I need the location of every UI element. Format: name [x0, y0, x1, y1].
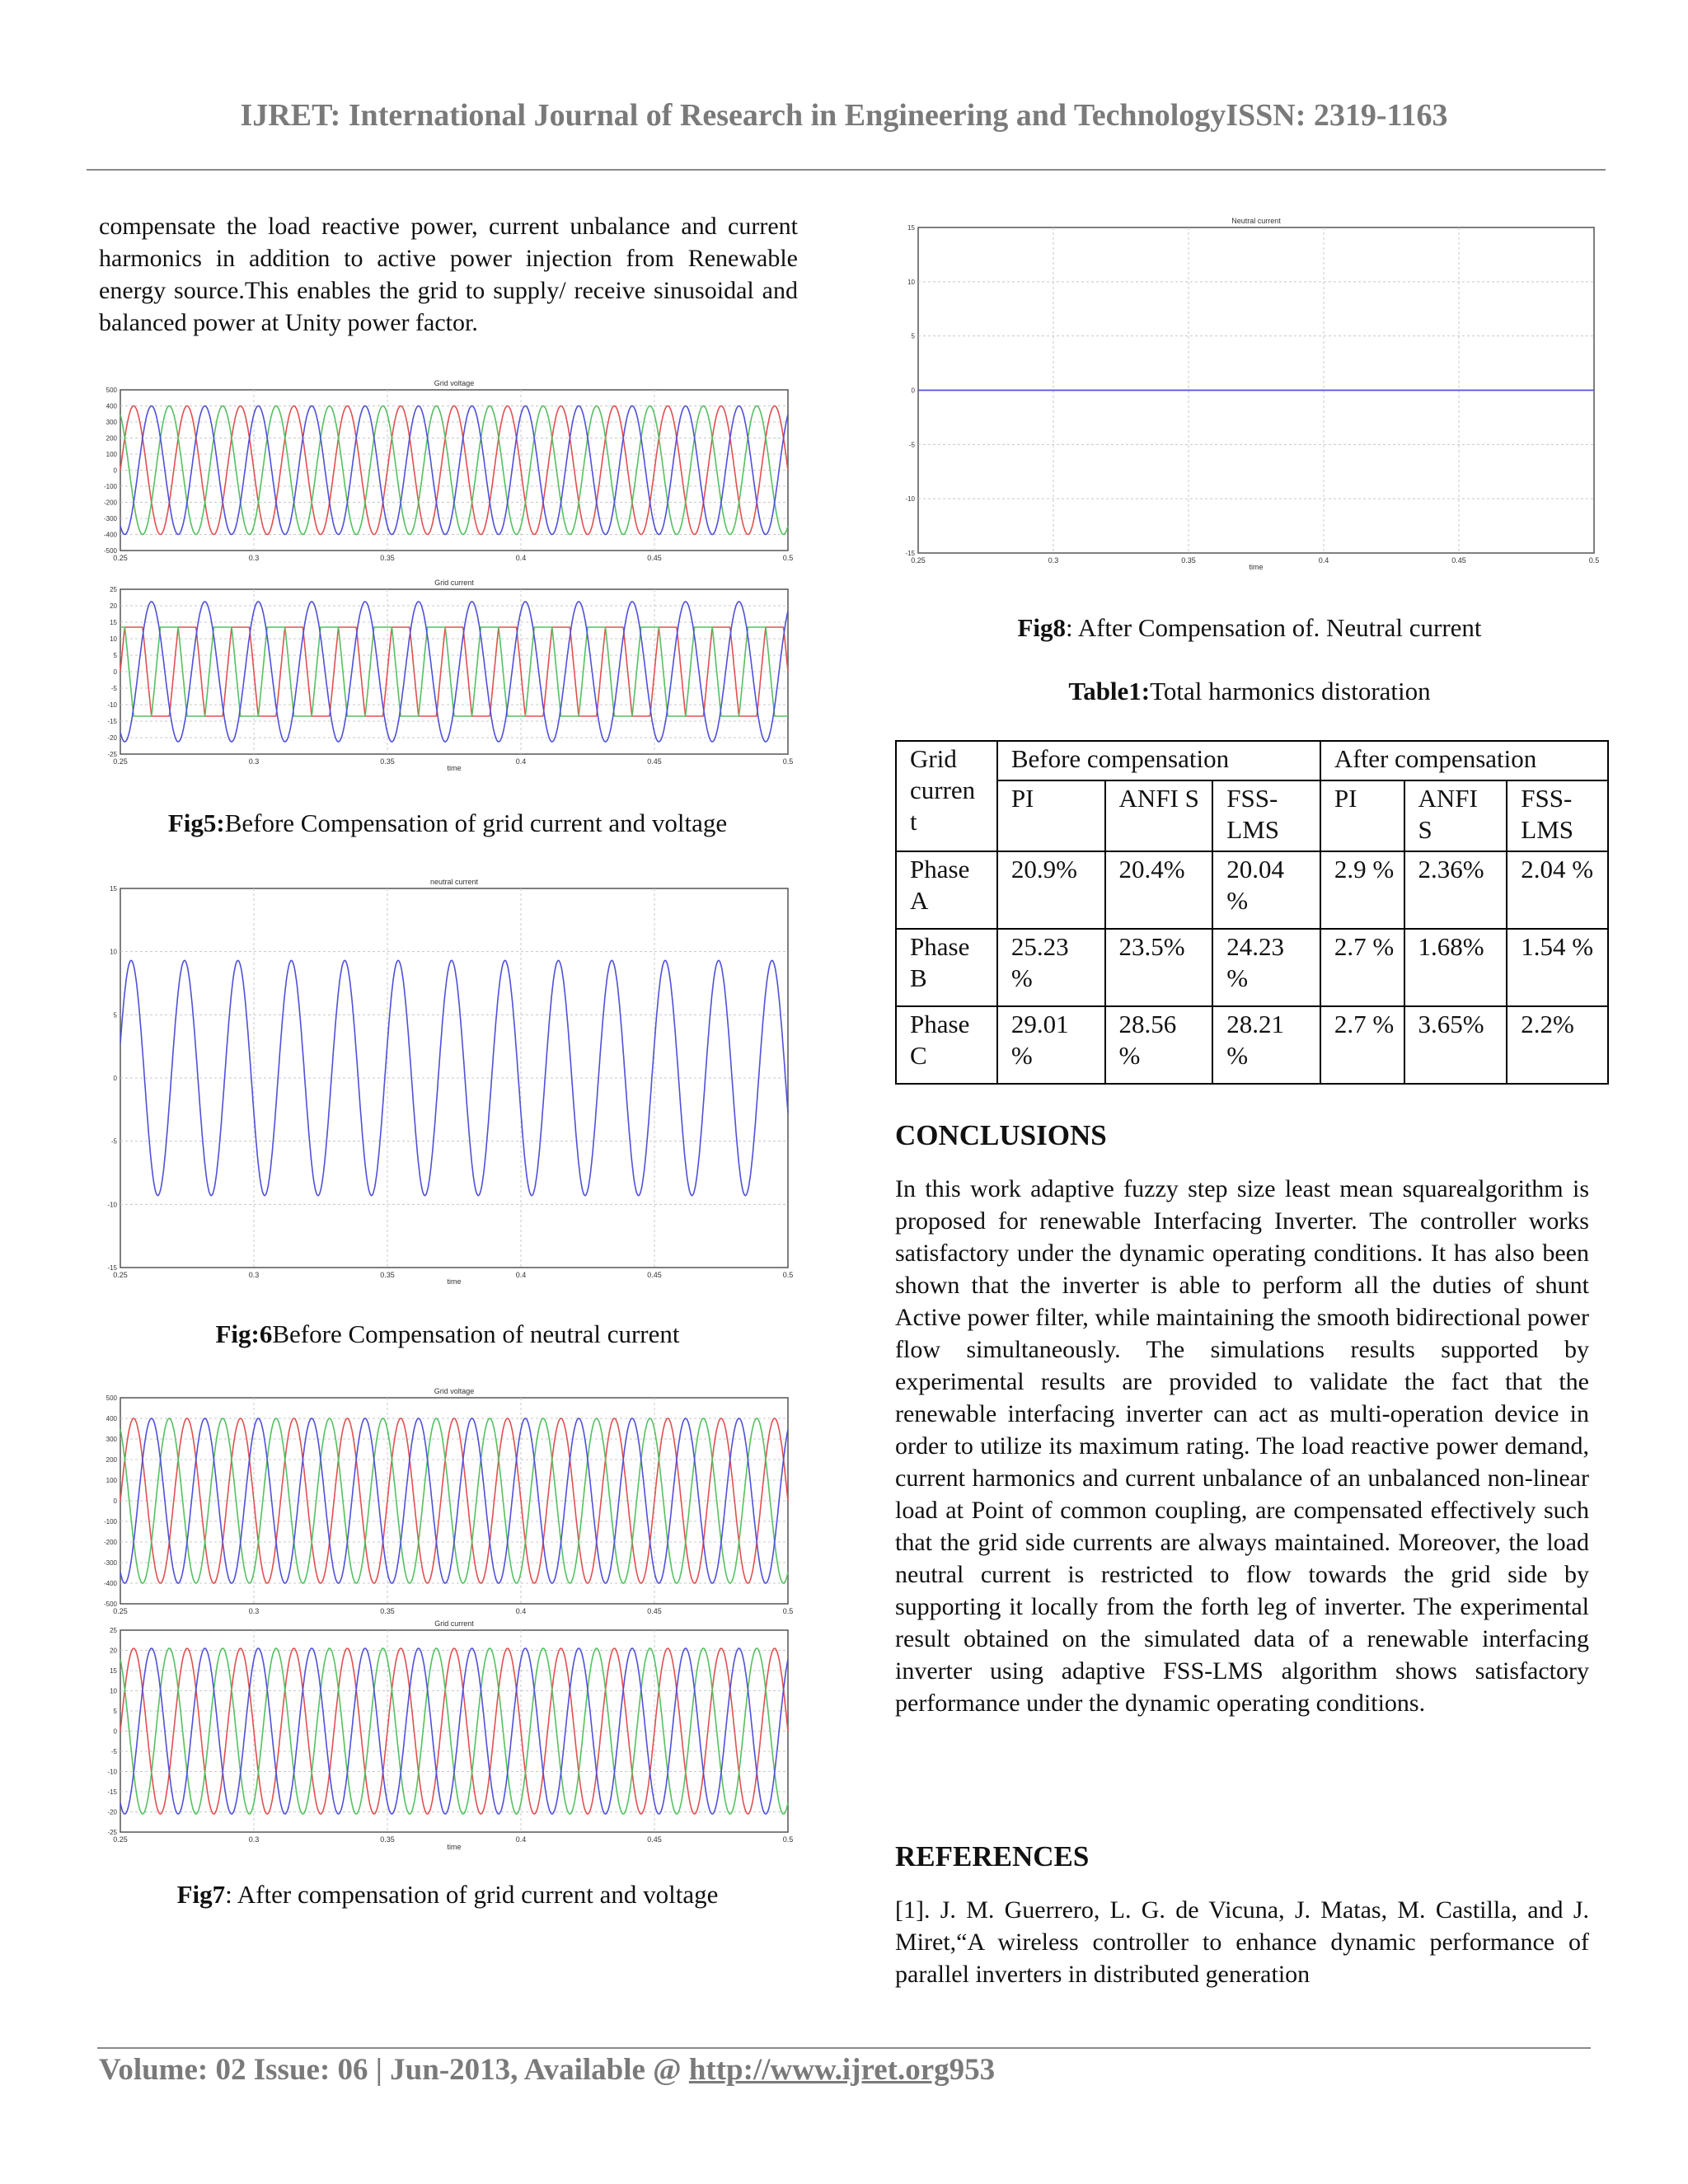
fig6-svg: [97, 874, 798, 1286]
table-caption: [895, 676, 1604, 707]
table-subheader: PI: [1320, 780, 1404, 851]
y-tick-label: -15: [107, 1788, 117, 1796]
table-row: [896, 741, 1608, 780]
fig5-voltage-panel: [104, 379, 793, 562]
y-tick-label: -15: [107, 1264, 117, 1272]
y-tick-label: -5: [110, 1137, 117, 1146]
table-cell: 2.7 %: [1320, 1006, 1404, 1084]
fig5-caption-label: Fig5:: [167, 808, 225, 837]
table-group-after: After compensation: [1320, 741, 1608, 780]
y-tick-label: 0: [911, 387, 915, 395]
table-caption-text: Total harmonics distoration: [1150, 677, 1431, 705]
x-tick-label: 0.5: [782, 1607, 794, 1615]
fig5-caption-text: Before Compensation of grid current and voltage: [224, 808, 728, 837]
plot-title: Grid voltage: [434, 1387, 475, 1395]
x-tick-label: 0.4: [515, 1271, 527, 1279]
table-cell: 2.36%: [1404, 851, 1507, 929]
y-tick-label: 20: [110, 602, 117, 610]
y-tick-label: -100: [103, 1518, 117, 1526]
x-tick-label: 0.25: [113, 1271, 128, 1279]
y-tick-label: -5: [908, 441, 915, 449]
x-tick-label: 0.45: [647, 757, 662, 766]
y-tick-label: 15: [907, 224, 915, 232]
x-tick-label: 0.3: [248, 1271, 260, 1279]
plot-title: Grid voltage: [434, 379, 475, 387]
table-corner-header: Grid curren t: [896, 741, 997, 851]
table-cell: 25.23 %: [997, 929, 1105, 1006]
conclusions-block: [895, 1173, 1589, 1719]
y-tick-label: 5: [113, 1708, 117, 1715]
x-tick-label: 0.25: [113, 1607, 128, 1615]
x-axis-label: time: [447, 764, 462, 772]
x-tick-label: 0.5: [1588, 556, 1600, 565]
y-tick-label: 20: [110, 1647, 117, 1655]
table-cell: 2.7 %: [1320, 929, 1404, 1006]
y-tick-label: -300: [103, 1559, 117, 1567]
table-row: [896, 1006, 1608, 1084]
table-subheader: FSS- LMS: [1507, 780, 1608, 851]
x-tick-label: 0.35: [380, 757, 395, 766]
x-tick-label: 0.45: [647, 554, 662, 562]
thd-table: [895, 740, 1609, 1085]
y-tick-label: 100: [106, 1477, 117, 1484]
y-tick-label: -500: [103, 1601, 117, 1608]
y-tick-label: 500: [106, 1394, 117, 1402]
x-tick-label: 0.25: [911, 556, 926, 565]
y-tick-label: -10: [905, 495, 915, 504]
y-tick-label: 15: [110, 1667, 117, 1675]
x-tick-label: 0.5: [782, 1835, 794, 1844]
x-tick-label: 0.5: [782, 554, 794, 562]
x-tick-label: 0.3: [248, 757, 260, 766]
x-tick-label: 0.3: [248, 554, 260, 562]
fig8-caption: [895, 612, 1604, 644]
table-row: [896, 851, 1608, 929]
table-cell: 2.2%: [1507, 1006, 1608, 1084]
y-tick-label: 5: [113, 652, 117, 659]
table-subheader: PI: [997, 780, 1105, 851]
fig7-voltage-panel: [104, 1387, 793, 1615]
x-tick-label: 0.45: [1451, 556, 1466, 565]
y-tick-label: 5: [911, 332, 915, 340]
y-tick-label: 0: [113, 1497, 117, 1505]
y-tick-label: 300: [106, 1436, 117, 1443]
table-cell: 24.23 %: [1212, 929, 1320, 1006]
y-tick-label: 25: [110, 1627, 117, 1634]
table-cell: 2.04 %: [1507, 851, 1608, 929]
table-cell: 29.01 %: [997, 1006, 1105, 1084]
y-tick-label: -15: [107, 718, 117, 725]
y-tick-label: -500: [103, 547, 117, 555]
plot-title: neutral current: [429, 878, 479, 886]
y-tick-label: -25: [107, 1829, 117, 1836]
y-tick-label: -100: [103, 483, 117, 490]
y-tick-label: -20: [107, 734, 117, 742]
fig7-caption-label: Fig7: [176, 1880, 226, 1909]
plot-title: Grid current: [434, 579, 474, 587]
table-subheader: ANFI S: [1404, 780, 1507, 851]
x-tick-label: 0.45: [647, 1607, 662, 1615]
reference-1: [1]. J. M. Guerrero, L. G. de Vicuna, J. Matas, M. Castilla, and J. Miret,“A wireless controller to enhance dynamic performance of parallel inverters in distributed generation: [895, 1896, 1589, 1988]
x-tick-label: 0.35: [380, 1271, 395, 1279]
fig5-plot: [97, 375, 798, 779]
x-tick-label: 0.4: [515, 757, 527, 766]
table-row: [896, 929, 1608, 1006]
x-axis-label: time: [1249, 563, 1264, 571]
y-tick-label: -200: [103, 1539, 117, 1546]
y-tick-label: 10: [110, 635, 117, 643]
table-cell: 1.68%: [1404, 929, 1507, 1006]
fig7-caption-text: : After compensation of grid current and voltage: [225, 1880, 719, 1909]
fig5-caption: [97, 808, 798, 839]
y-tick-label: -10: [107, 1768, 117, 1776]
footer-link[interactable]: http://www.ijret.org: [688, 2053, 950, 2087]
x-tick-label: 0.5: [782, 1271, 794, 1279]
table-cell: 28.56 %: [1105, 1006, 1213, 1084]
y-tick-label: 15: [110, 619, 117, 626]
y-tick-label: 15: [110, 885, 117, 893]
table-cell: 20.4%: [1105, 851, 1213, 929]
y-tick-label: -10: [107, 701, 117, 709]
page-footer: [99, 2052, 995, 2088]
y-tick-label: 300: [106, 419, 117, 426]
y-tick-label: 0: [113, 1727, 117, 1736]
y-tick-label: -400: [103, 1580, 117, 1587]
table-cell: 23.5%: [1105, 929, 1213, 1006]
plot-title: Neutral current: [1231, 217, 1281, 225]
y-tick-label: 400: [106, 402, 117, 410]
y-tick-label: -5: [110, 1748, 117, 1755]
y-tick-label: -200: [103, 499, 117, 507]
y-tick-label: 200: [106, 434, 117, 443]
fig8-plot: [895, 213, 1604, 575]
x-tick-label: 0.45: [647, 1835, 662, 1844]
x-tick-label: 0.35: [380, 1835, 395, 1844]
table-cell: 20.9%: [997, 851, 1105, 929]
table-row-label: Phase B: [896, 929, 997, 1006]
y-tick-label: -20: [107, 1808, 117, 1816]
table-group-before: Before compensation: [997, 741, 1320, 780]
references-heading: REFERENCES: [895, 1840, 1090, 1872]
x-tick-label: 0.25: [113, 554, 128, 562]
y-tick-label: 100: [106, 451, 117, 458]
fig8-neutral-panel: [905, 217, 1599, 571]
fig7-svg: [97, 1383, 798, 1853]
x-tick-label: 0.25: [113, 1835, 128, 1844]
y-tick-label: -10: [107, 1201, 117, 1209]
fig6-caption-label: Fig:6: [215, 1319, 273, 1348]
fig6-neutral-panel: [107, 878, 793, 1286]
y-tick-label: -25: [107, 751, 117, 758]
fig6-caption: [97, 1319, 798, 1350]
x-tick-label: 0.4: [515, 1607, 527, 1615]
x-tick-label: 0.3: [248, 1607, 260, 1615]
x-tick-label: 0.3: [248, 1835, 260, 1844]
y-tick-label: -5: [110, 685, 117, 692]
footer-page-number: 953: [949, 2053, 996, 2087]
table-cell: 28.21 %: [1212, 1006, 1320, 1084]
fig6-caption-text: Before Compensation of neutral current: [272, 1319, 680, 1348]
y-tick-label: -400: [103, 531, 117, 539]
x-axis-label: time: [447, 1843, 462, 1851]
plot-title: Grid current: [434, 1619, 474, 1628]
intro-paragraph: compensate the load reactive power, current unbalance and current harmonics in addition to active power injection from Renewable energy source.This enables the grid to supply/ receive sinusoidal and balanced power at Unity power factor.: [99, 213, 798, 336]
fig8-caption-label: Fig8: [1017, 613, 1067, 642]
y-tick-label: -300: [103, 515, 117, 523]
y-tick-label: 10: [110, 948, 117, 956]
x-tick-label: 0.35: [380, 554, 395, 562]
x-axis-label: time: [447, 1277, 462, 1286]
table-cell: 20.04 %: [1212, 851, 1320, 929]
fig6-plot: [97, 874, 798, 1286]
footer-volume: Volume: 02 Issue: 06 | Jun-2013, Available @: [99, 2053, 689, 2087]
y-tick-label: 5: [113, 1011, 117, 1019]
y-tick-label: 500: [106, 387, 117, 394]
left-column: [99, 210, 798, 339]
x-tick-label: 0.5: [782, 757, 794, 766]
x-tick-label: 0.35: [1181, 556, 1196, 565]
y-tick-label: 10: [110, 1687, 117, 1695]
x-tick-label: 0.4: [515, 554, 527, 562]
fig8-svg: [895, 213, 1604, 575]
table-cell: 3.65%: [1404, 1006, 1507, 1084]
fig5-current-panel: [107, 579, 793, 772]
x-tick-label: 0.4: [515, 1835, 527, 1844]
y-tick-label: 200: [106, 1456, 117, 1464]
x-tick-label: 0.45: [647, 1271, 662, 1279]
conclusions-heading: CONCLUSIONS: [895, 1119, 1107, 1151]
table-cell: 2.9 %: [1320, 851, 1404, 929]
y-tick-label: 10: [907, 278, 915, 286]
header-divider: [87, 169, 1606, 171]
y-tick-label: 25: [110, 586, 117, 593]
y-tick-label: 0: [113, 466, 117, 475]
table-subheader: ANFI S: [1105, 780, 1213, 851]
x-tick-label: 0.3: [1048, 556, 1059, 565]
footer-divider: [97, 2047, 1591, 2049]
conclusions-paragraph: In this work adaptive fuzzy step size least mean squarealgorithm is proposed for renewable Interfacing Inverter. The controller works satisfactory under the dynamic operating conditions. It has also been shown that the inverter is able to perform all the duties of shunt Active power filter, while maintaining the smooth bidirectional power flow simultaneously. The simulations results supported by experimental results are provided to validate the fact that the renewable interfacing inverter can act as multi-operation device in order to utilize its maximum rating. The load reactive power demand, current harmonics and current unbalance of an unbalanced non-linear load at Point of common coupling, are compensated effectively such that the grid side currents are always maintained. Moreover, the load neutral current is restricted to flow towards the grid side by supporting it locally from the forth leg of inverter. The experimental result obtained on the simulated data of a renewable interfacing inverter using adaptive FSS-LMS algorithm shows satisfactory performance under the dynamic operating conditions.: [895, 1175, 1589, 1717]
table-row: [896, 780, 1608, 851]
y-tick-label: -15: [905, 550, 915, 557]
fig7-plot: [97, 1383, 798, 1853]
y-tick-label: 400: [106, 1415, 117, 1422]
fig8-caption-text: : After Compensation of. Neutral current: [1066, 613, 1482, 642]
fig7-caption: [97, 1879, 798, 1910]
references-block: [895, 1894, 1589, 1990]
x-tick-label: 0.4: [1318, 556, 1329, 565]
fig5-svg: [97, 375, 798, 779]
table-caption-label: Table1:: [1068, 677, 1151, 705]
x-tick-label: 0.25: [113, 757, 128, 766]
table-row-label: Phase A: [896, 851, 997, 929]
table-cell: 1.54 %: [1507, 929, 1608, 1006]
fig7-current-panel: [107, 1619, 793, 1851]
table-subheader: FSS- LMS: [1212, 780, 1320, 851]
x-tick-label: 0.35: [380, 1607, 395, 1615]
table-row-label: Phase C: [896, 1006, 997, 1084]
journal-header: IJRET: International Journal of Research in Engineering and TechnologyISSN: 2319-1163: [240, 98, 1448, 133]
y-tick-label: 0: [113, 1075, 117, 1082]
y-tick-label: 0: [113, 668, 117, 676]
